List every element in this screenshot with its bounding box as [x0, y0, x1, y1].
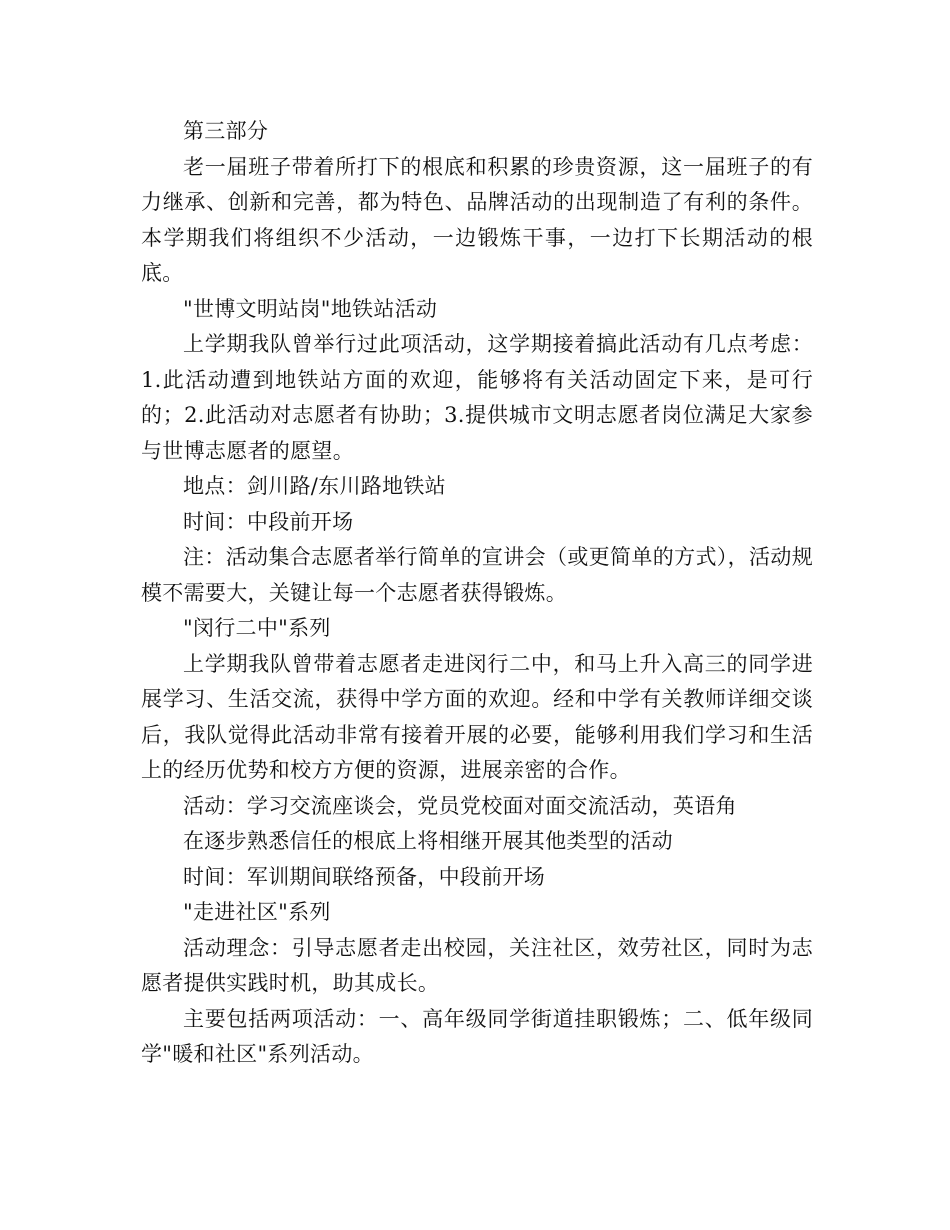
- school-time: 时间：军训期间联络预备，中段前开场: [183, 864, 546, 889]
- school-activities: 活动：学习交流座谈会，党员党校面对面交流活动，英语角: [183, 793, 737, 818]
- school-description: 上学期我队曾带着志愿者走进闵行二中，和马上升入高三的同学进展学习、生活交流，获得中学方面的欢迎。经和中学有关教师详细交谈后，我队觉得此活动非常有接着开展的必要，能够利用我们学习和生活上的经历优势和校方方便的资源，进展亲密的合作。: [141, 651, 813, 782]
- school-future-plans: 在逐步熟悉信任的根底上将相继开展其他类型的活动: [183, 829, 673, 853]
- subway-note: 注：活动集合志愿者举行简单的宣讲会（或更简单的方式），活动规模不需要大，关键让每一个志愿者获得锻炼。: [141, 545, 813, 605]
- section-heading: 第三部分: [183, 119, 269, 143]
- subway-location: 地点：剑川路/东川路地铁站: [183, 474, 446, 498]
- activity-heading-school: "闵行二中"系列: [183, 616, 331, 640]
- subway-description: 上学期我队曾举行过此项活动，这学期接着搞此活动有几点考虑：1.此活动遭到地铁站方面的欢迎，能够将有关活动固定下来，是可行的；2.此活动对志愿者有协助；3.提供城市文明志愿者岗位满足大家参与世博志愿者的愿望。: [141, 332, 813, 463]
- activity-heading-community: "走进社区"系列: [183, 900, 331, 924]
- intro-paragraph: 老一届班子带着所打下的根底和积累的珍贵资源，这一届班子的有力继承、创新和完善，都为特色、品牌活动的出现制造了有利的条件。本学期我们将组织不少活动，一边锻炼干事，一边打下长期活动的根底。: [141, 154, 813, 285]
- community-activities: 主要包括两项活动：一、高年级同学街道挂职锻炼；二、低年级同学"暖和社区"系列活动。: [141, 1006, 813, 1066]
- activity-heading-subway: "世博文明站岗"地铁站活动: [183, 296, 438, 321]
- community-concept: 活动理念：引导志愿者走出校园，关注社区，效劳社区，同时为志愿者提供实践时机，助其成长。: [141, 935, 813, 995]
- document-body: [141, 114, 813, 1073]
- subway-time: 时间：中段前开场: [183, 509, 354, 534]
